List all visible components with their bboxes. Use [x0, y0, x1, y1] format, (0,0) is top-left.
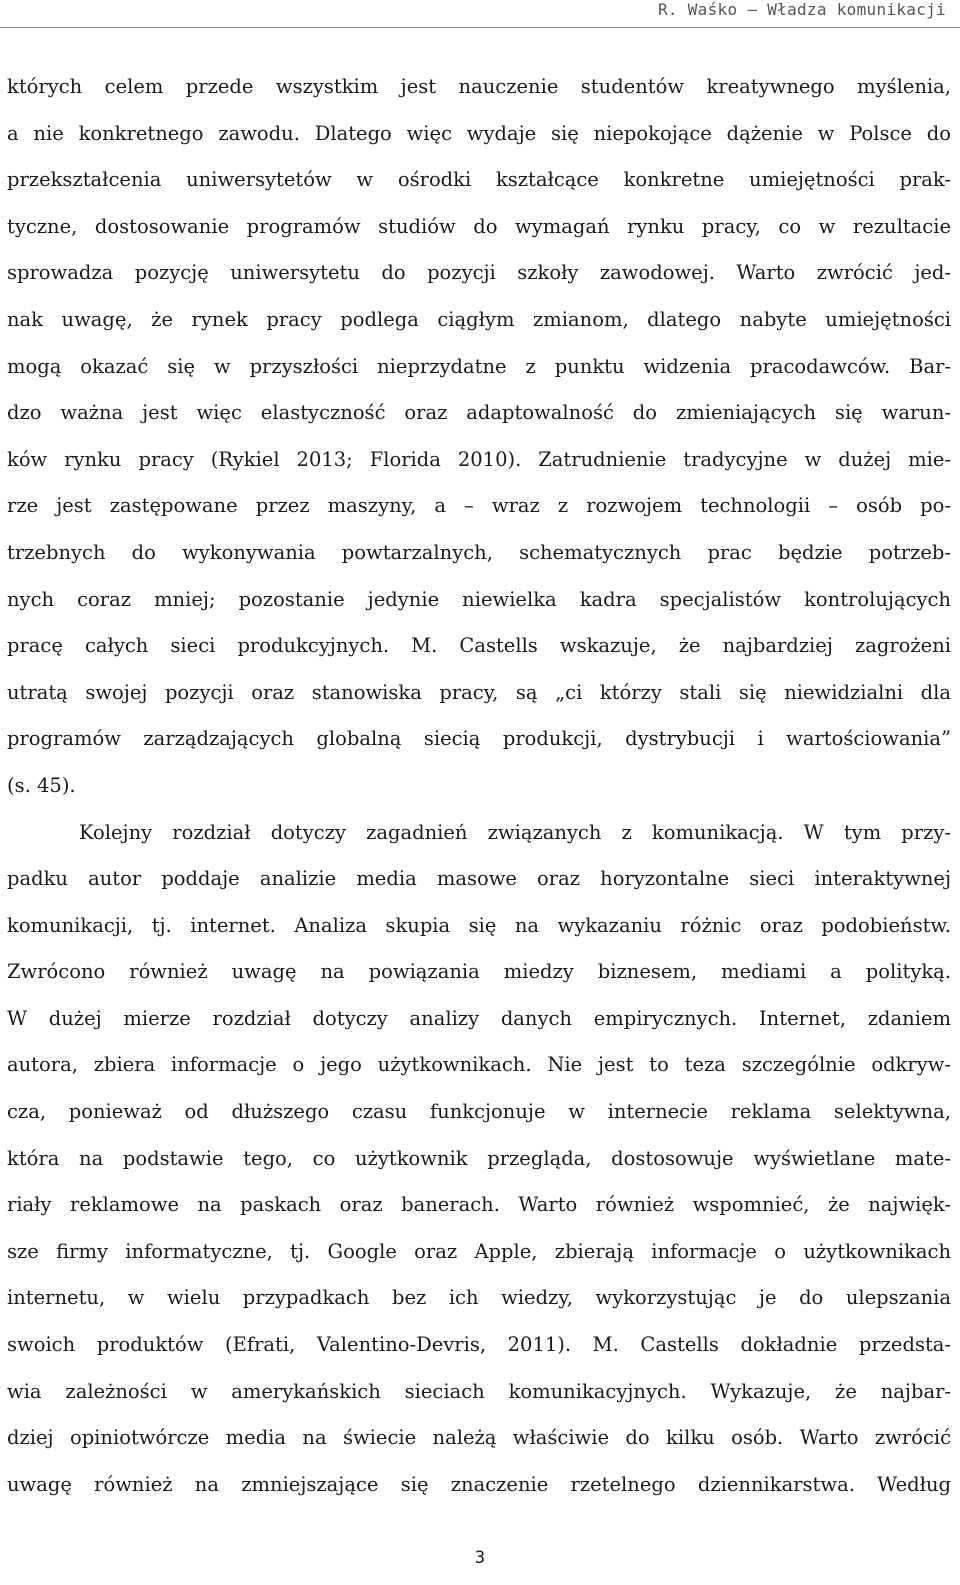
- text-line: która na podstawie tego, co użytkownik przegląda, dostosowuje wyświetlane mate-: [7, 1146, 951, 1170]
- text-line: swoich produktów (Efrati, Valentino-Devris, 2011). M. Castells dokładnie przedsta-: [7, 1333, 951, 1357]
- text-line: programów zarządzających globalną siecią produkcji, dystrybucji i wartościowania”: [7, 727, 951, 751]
- text-line: ków rynku pracy (Rykiel 2013; Florida 2010). Zatrudnienie tradycyjne w dużej mie-: [7, 447, 951, 471]
- text-line: dzo ważna jest więc elastyczność oraz adaptowalność do zmieniających się warun-: [7, 401, 951, 425]
- header-divider: [0, 27, 960, 28]
- text-line: rze jest zastępowane przez maszyny, a – wraz z rozwojem technologii – osób po-: [7, 494, 951, 518]
- text-line: padku autor poddaje analizie media masowe oraz horyzontalne sieci interaktywnej: [7, 867, 951, 891]
- text-line: tyczne, dostosowanie programów studiów do wymagań rynku pracy, co w rezultacie: [7, 214, 951, 238]
- paragraph-first-line: Kolejny rozdział dotyczy zagadnień związanych z komunikacją. W tym przy-: [79, 820, 951, 844]
- text-line: uwagę również na zmniejszające się znaczenie rzetelnego dziennikarstwa. Według: [7, 1472, 951, 1496]
- text-line: cza, ponieważ od dłuższego czasu funkcjonuje w internecie reklama selektywna,: [7, 1100, 951, 1124]
- text-line: nych coraz mniej; pozostanie jedynie niewielka kadra specjalistów kontrolujących: [7, 587, 951, 611]
- text-line: riały reklamowe na paskach oraz banerach. Warto również wspomnieć, że najwięk-: [7, 1193, 951, 1217]
- text-line: trzebnych do wykonywania powtarzalnych, schematycznych prac będzie potrzeb-: [7, 540, 951, 564]
- text-line: W dużej mierze rozdział dotyczy analizy danych empirycznych. Internet, zdaniem: [7, 1006, 951, 1030]
- text-line: mogą okazać się w przyszłości nieprzydatne z punktu widzenia pracodawców. Bar-: [7, 354, 951, 378]
- text-line: internetu, w wielu przypadkach bez ich wiedzy, wykorzystując je do ulepszania: [7, 1286, 951, 1310]
- text-line: utratą swojej pozycji oraz stanowiska pracy, są „ci którzy stali się niewidzialni dla: [7, 680, 951, 704]
- text-line: pracę całych sieci produkcyjnych. M. Castells wskazuje, że najbardziej zagrożeni: [7, 634, 951, 658]
- text-line: a nie konkretnego zawodu. Dlatego więc wydaje się niepokojące dążenie w Polsce do: [7, 121, 951, 145]
- text-line: sprowadza pozycję uniwersytetu do pozycji szkoły zawodowej. Warto zwrócić jed-: [7, 261, 951, 285]
- text-line: których celem przede wszystkim jest nauczenie studentów kreatywnego myślenia,: [7, 75, 951, 98]
- text-line: komunikacji, tj. internet. Analiza skupia się na wykazaniu różnic oraz podobieństw.: [7, 913, 951, 937]
- text-line: dziej opiniotwórcze media na świecie należą właściwie do kilku osób. Warto zwrócić: [7, 1426, 951, 1450]
- text-line: (s. 45).: [7, 773, 76, 797]
- body-text: [7, 64, 951, 1508]
- text-line: Zwrócono również uwagę na powiązania miedzy biznesem, mediami a polityką.: [7, 960, 951, 984]
- text-line: sze firmy informatyczne, tj. Google oraz Apple, zbierają informacje o użytkownikach: [7, 1239, 951, 1263]
- text-line: wia zależności w amerykańskich sieciach komunikacyjnych. Wykazuje, że najbar-: [7, 1379, 951, 1403]
- text-line: przekształcenia uniwersytetów w ośrodki kształcące konkretne umiejętności prak-: [7, 168, 951, 192]
- text-line: nak uwagę, że rynek pracy podlega ciągłym zmianom, dlatego nabyte umiejętności: [7, 307, 951, 331]
- running-header: R. Waśko – Władza komunikacji: [657, 0, 946, 19]
- page-number: 3: [474, 1548, 486, 1568]
- text-line: autora, zbiera informacje o jego użytkownikach. Nie jest to teza szczególnie odkryw-: [7, 1053, 951, 1077]
